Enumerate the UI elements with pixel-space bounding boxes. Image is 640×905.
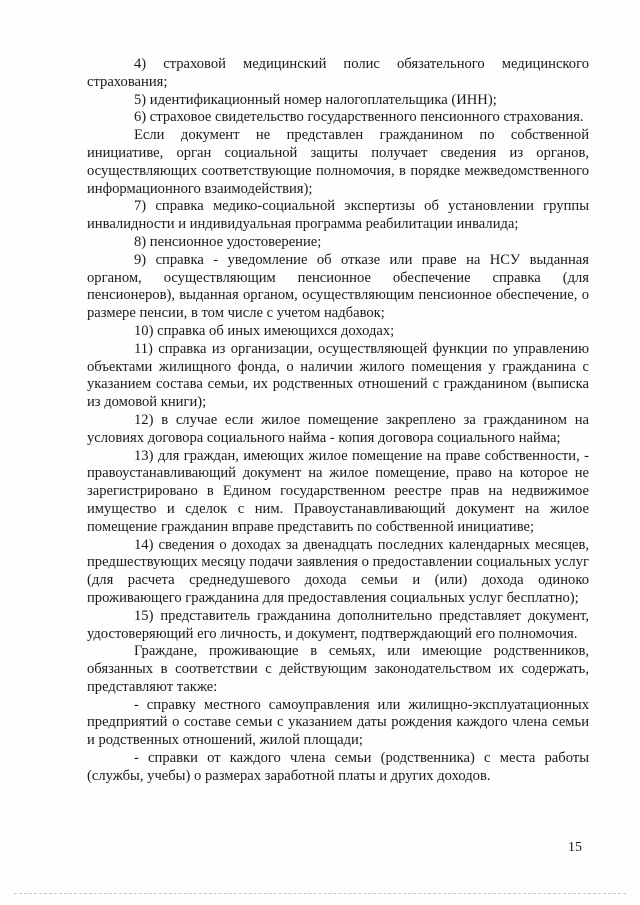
paragraph-item-13: 13) для граждан, имеющих жилое помещение на праве собственности, - правоустанавливающий документ на жилое помещение, право на которое не зарегистрировано в Едином государственном реестре прав на недвижимое имущество и сделок с ним. Правоустанавливающий документ на жилое помещение гражданин вправе представить по собственной инициативе; bbox=[87, 447, 589, 535]
paragraph-family-bullet-1: - справку местного самоуправления или жилищно-эксплуатационных предприятий о составе семьи с указанием даты рождения каждого члена семьи и родственных отношений, жилой площади; bbox=[87, 696, 589, 749]
paragraph-item-11: 11) справка из организации, осуществляющей функции по управлению объектами жилищного фонда, о наличии жилого помещения у гражданина с указанием состава семьи, их родственных отношений с гражданином (выписка из домовой книги); bbox=[87, 340, 589, 411]
bottom-divider bbox=[14, 893, 626, 894]
paragraph-item-4: 4) страховой медицинский полис обязательного медицинского страхования; bbox=[87, 56, 589, 90]
paragraph-item-9: 9) справка - уведомление об отказе или праве на НСУ выданная органом, осуществляющим пенсионное обеспечение справка (для пенсионеров), выданная органом, осуществляющим пенсионное обеспечение, о размере пенсии, в том числе с учетом надбавок; bbox=[87, 251, 589, 322]
document-body bbox=[87, 56, 589, 786]
page-number: 15 bbox=[568, 840, 582, 855]
paragraph-family-bullet-2: - справки от каждого члена семьи (родственника) с места работы (службы, учебы) о размерах заработной платы и других доходов. bbox=[87, 750, 589, 784]
paragraph-family-intro: Граждане, проживающие в семьях, или имеющие родственников, обязанных в соответствии с действующим законодательством их содержать, представляют также: bbox=[87, 643, 589, 695]
paragraph-item-7: 7) справка медико-социальной экспертизы об установлении группы инвалидности и индивидуальная программа реабилитации инвалида; bbox=[87, 198, 589, 233]
paragraph-item-5: 5) идентификационный номер налогоплательщика (ИНН); bbox=[134, 91, 497, 108]
paragraph-item-14: 14) сведения о доходах за двенадцать последних календарных месяцев, предшествующих месяцу подачи заявления о предоставлении социальных услуг (для расчета среднедушевого дохода семьи и (или) дохода одиноко проживающего гражданина для предоставления социальных услуг бесплатно); bbox=[87, 536, 589, 606]
paragraph-item-10: 10) справка об иных имеющихся доходах; bbox=[134, 322, 395, 339]
paragraph-item-8: 8) пенсионное удостоверение; bbox=[134, 233, 322, 250]
paragraph-item-6: 6) страховое свидетельство государственного пенсионного страхования. bbox=[134, 109, 584, 126]
paragraph-item-15: 15) представитель гражданина дополнительно представляет документ, удостоверяющий его личность, и документ, подтверждающий его полномочия. bbox=[87, 607, 589, 642]
paragraph-item-12: 12) в случае если жилое помещение закреплено за гражданином на условиях договора социального найма - копия договора социального найма; bbox=[87, 411, 589, 446]
paragraph-interagency-note: Если документ не представлен гражданином по собственной инициативе, орган социальной защиты получает сведения из органов, осуществляющих соответствующие полномочия, в порядке межведомственного информационного взаимодействия); bbox=[87, 127, 589, 197]
